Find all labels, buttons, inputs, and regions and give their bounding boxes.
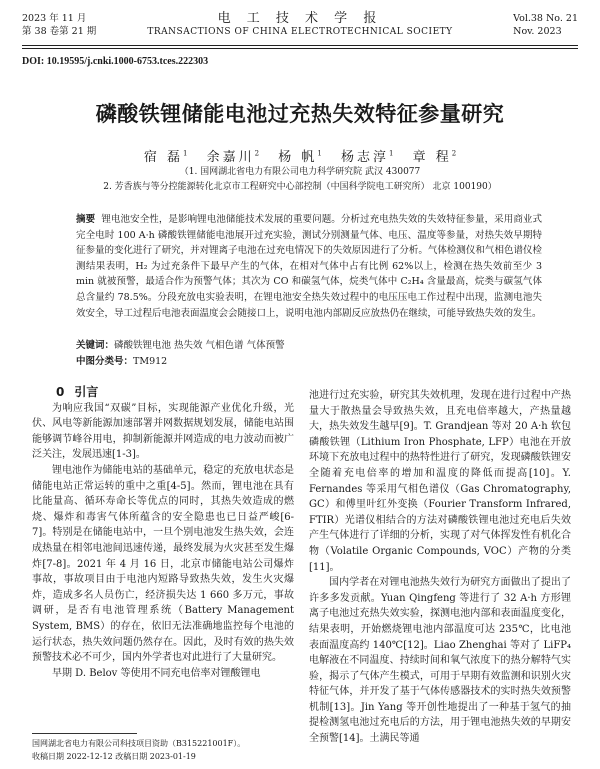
- section-heading: [32, 385, 294, 401]
- header-center: [22, 12, 578, 39]
- issue-cn: 2023 年 11 月: [22, 13, 87, 24]
- paragraph: 锂电池作为储能电站的基础单元，稳定的充放电状态是储能电站正常运转的重中之重[4-5]。然而，锂电池在具有比能量高、循环寿命长等优点的同时，其热失效造成的燃烧、爆炸和毒害气体所蕴含的安全隐患也已日益严峻[6-7]。特别是在储能电站中，一旦个别电池发生热失效，会连成热量在相邻电池间迅速传递，最终发展为火灾甚至发生爆炸[7-8]。2021 年 4 月 16 日，北京市储能电站公司爆炸事故，事故项目由于电池内短路导致热失效，发生火灾爆炸，造成多名人员伤亡，经济损失达 1 660 多万元，事故调研，是否有电池管理系统（Battery Management System, BMS）的存在，依旧无法准确地监控每个电池的运行状态，热失效问题仍然存在。因此，及时有效的热失效预警技术必不可少，国内外学者也对此进行了大量研究。: [32, 464, 294, 664]
- journal-title-en: TRANSACTIONS OF CHINA ELECTROTECHNICAL SOCIETY: [147, 27, 453, 37]
- footnote-rule: [32, 733, 137, 734]
- paper-title: 磷酸铁锂储能电池过充热失效特征参量研究: [95, 102, 505, 126]
- header-rule-thick: [22, 45, 578, 46]
- abstract: [76, 212, 542, 321]
- header-rule-thin: [22, 48, 578, 49]
- date-en: Nov. 2023: [513, 26, 562, 37]
- volume-cn: 第 38 卷第 21 期: [22, 26, 97, 37]
- footnote-funding: 国网湖北省电力有限公司科技项目资助（B315221001F）。: [32, 739, 246, 748]
- doi: DOI: 10.19595/j.cnki.1000-6753.tces.222303: [22, 56, 209, 67]
- clc-code: TM912: [133, 356, 168, 367]
- abstract-text: 锂电池安全性，是影响锂电池储能技术发展的重要问题。分析过充电热失效的失效特征参量，采用商业式完全电时 100 A·h 磷酸铁锂储能电池展开过充实验，测试分别测量气体、电压、温度等参量，对热失效早期特征参量的变化进行了研究，并对锂离子电池在过充电情况下的失效原因进行了分析。气体检测仪和气相色谱仪检测结果表明，H₂ 为过充条件下最早产生的气体，在相对气体中占有比例 62%以上，检测在热失效前至少 3 min 就被预警，最适合作为预警气体；其次为 CO 和碳氢气体，烷类气体中 C₂H₄ 含量最高，烷类与碳氢气体总含量约 78.5%。分段充放电实验表明，在锂电池安全热失效过程中的电压压电工作过程中出现，监测电池失效安全，导工过程后电池表面温度会会随接口上，说明电池内部剧反应放热仍在继续，可能导致热失效的发生。: [76, 214, 542, 319]
- body-column-right: [309, 388, 571, 747]
- author: 杨志淳$^1$: [340, 149, 394, 165]
- paragraph: 为响应我国“双碳”目标，实现能源产业优化升级，光伏、风电等新能源加速部署并网数据规划发展，储能电站围能够调节峰谷用电，抑制新能源并网造成的电力波动而被广泛关注，发展迅速[1-3]。: [32, 402, 294, 461]
- abstract-label: 摘要: [76, 214, 96, 225]
- body-column-left: [32, 385, 294, 681]
- author: 余嘉川$^2$: [206, 149, 260, 165]
- paragraph: 早期 D. Belov 等使用不同充电倍率对锂酸锂电: [52, 667, 261, 679]
- running-header: [22, 12, 578, 46]
- keywords-label: 关键词：: [76, 340, 115, 351]
- section-title: 引言: [74, 385, 99, 399]
- author: 章 程$^2$: [412, 149, 457, 165]
- author-list: [0, 146, 600, 165]
- keywords: [76, 338, 542, 353]
- header-right: [513, 12, 578, 38]
- footnote-dates: 收稿日期 2022-12-12 改稿日期 2023-01-19: [32, 752, 196, 761]
- journal-title-cn: 电 工 技 术 学 报: [217, 11, 383, 26]
- paragraph: 池进行过充实验，研究其失效机理，发现在进行过程中产热量大于散热量会导致热失效，且充电倍率越大，产热量越大，热失效发生越早[9]。T. Grandjean 等对 20 A·h 软包磷酸铁锂（Lithium Iron Phosphate, LFP）电池在开放环境下充放电过程中的热特性进行了研究，发现磷酸铁锂安全随着充电倍率的增加和温度的降低而提高[10]。Y. Fernandes 等采用气相色谱仪（Gas Chromatography, GC）和傅里叶红外变换（Fourier Transform Infrared, FTIR）光谱仪相结合的方法对磷酸铁锂电池过充电后失效产生气体进行了详细的分析，实现了对气体挥发性有机化合物（Volatile Organic Compounds, VOC）产物的分类[11]。: [309, 390, 571, 573]
- vol-en: Vol.38 No. 21: [513, 13, 578, 24]
- paragraph: 国内学者在对锂电池热失效行为研究方面做出了提出了许多多发贡献。Yuan Qingfeng 等进行了 32 A·h 方形锂离子电池过充热失效实验，探测电池内部和表面温度变化，结果表明，开始燃烧锂电池内部温度可达 235℃，比电池表面温度高约 140℃[12]。Liao Zhenghai 等对了 LiFP₄ 电解液在不同温度、持续时间和氧气浓度下的热分解特气实验，揭示了气体产生模式，可用于早期有效监测和识别火灾特征气体，并开发了基于气体传感器技术的实时热失效预警机制[13]。Jin Yang 等开创性地提出了一种基于氢气的抽提检测氢电池过充电后的方法，用于锂电池热失效的早期安全预警[14]。土满民等通: [309, 577, 571, 745]
- clc-label: 中图分类号：: [76, 356, 134, 367]
- classification: [76, 354, 167, 369]
- author: 杨 帆$^1$: [278, 149, 322, 165]
- affiliation-2: 2. 芳香族与等分控能源转化北京市工程研究中心部控制（中国科学院电工研究所） 北京 100190）: [103, 182, 497, 192]
- affiliation-1: （1. 国网湖北省电力有限公司电力科学研究院 武汉 430077: [179, 167, 421, 177]
- author: 宿 磊$^1$: [143, 149, 188, 165]
- keywords-text: 磷酸铁锂电池 热失效 气相色谱 气体预警: [114, 340, 285, 351]
- section-number: 0: [56, 385, 65, 399]
